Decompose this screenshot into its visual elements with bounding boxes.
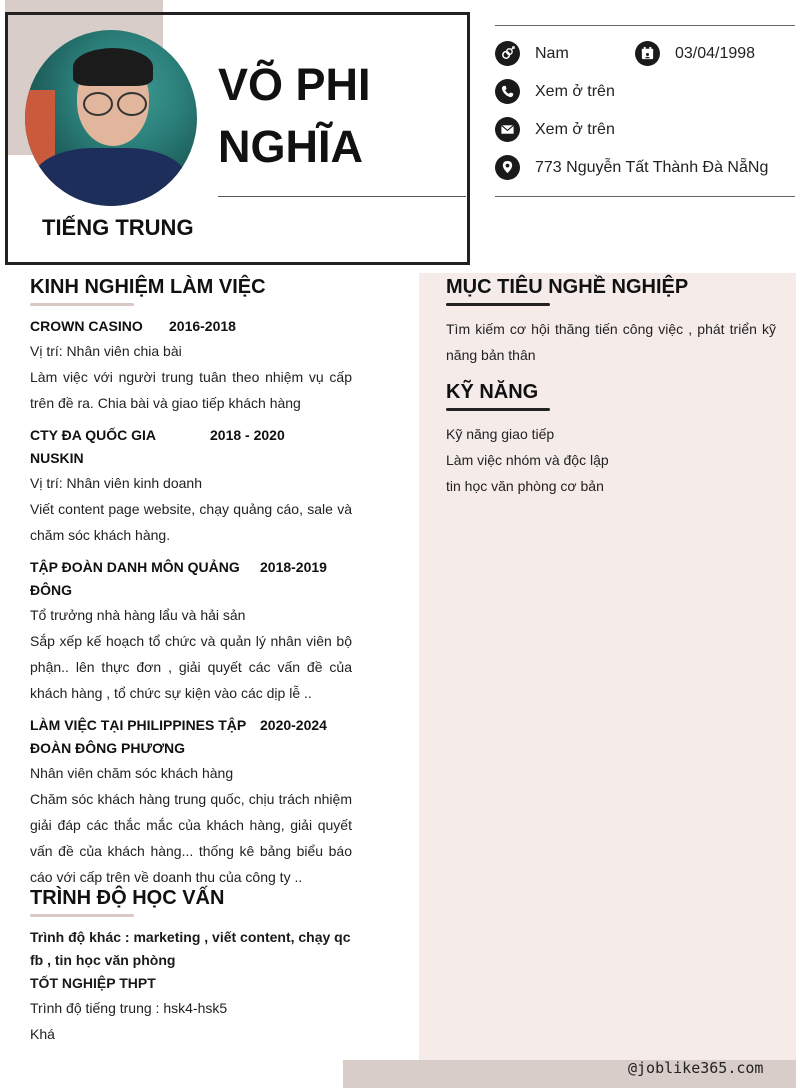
experience-list	[30, 315, 352, 898]
name-line-2: NGHĨA	[218, 121, 363, 172]
job-years: 2018-2019	[260, 559, 327, 575]
job-position: Nhân viên chăm sóc khách hàng	[30, 765, 234, 781]
education-grade: Khá	[30, 1026, 55, 1042]
experience-heading: KINH NGHIỆM LÀM VIỆC	[30, 276, 266, 298]
phone-icon	[495, 79, 520, 104]
contact-bottom-divider	[495, 196, 795, 197]
candidate-name	[218, 54, 371, 178]
gender-value: Nam	[535, 44, 569, 62]
education-heading: TRÌNH ĐỘ HỌC VẤN	[30, 887, 225, 909]
education-underline	[30, 914, 134, 917]
contact-phone	[495, 79, 615, 104]
objective-text: Tìm kiếm cơ hội thăng tiến công việc , phát triển kỹ năng bản thân	[446, 321, 776, 363]
skill-item: Kỹ năng giao tiếp	[446, 426, 555, 442]
job-position: Vị trí: Nhân viên chia bài	[30, 343, 182, 359]
job-company: LÀM VIỆC TẠI PHILIPPINES TẬP ĐOÀN ĐÔNG PHƯƠNG	[30, 717, 246, 756]
job-description: Viết content page website, chạy quảng cáo, sale và chăm sóc khách hàng.	[30, 501, 352, 543]
job-item	[30, 714, 352, 890]
skill-item: tin học văn phòng cơ bản	[446, 478, 604, 494]
location-icon	[495, 155, 520, 180]
job-years: 2020-2024	[260, 717, 327, 733]
skills-heading: KỸ NĂNG	[446, 381, 539, 403]
job-description: Làm việc với người trung tuân theo nhiệm vụ cấp trên đề ra. Chia bài và giao tiếp khách hàng	[30, 369, 352, 411]
email-value[interactable]: Xem ở trên	[535, 120, 615, 138]
job-years: 2016-2018	[169, 318, 236, 334]
phone-value[interactable]: Xem ở trên	[535, 82, 615, 100]
email-icon	[495, 117, 520, 142]
contact-gender	[495, 41, 569, 66]
skills-underline	[446, 408, 550, 411]
contact-top-divider	[495, 25, 795, 26]
job-years: 2018 - 2020	[210, 427, 285, 443]
job-item	[30, 315, 352, 416]
job-description: Chăm sóc khách hàng trung quốc, chịu trách nhiệm giải đáp các thắc mắc của khách hàng, giải quyết vấn đề của khách hàng... thống kê bảng biểu báo cáo với cấp trên về doanh thu của công ty ..	[30, 791, 352, 885]
job-position: Vị trí: Nhân viên kinh doanh	[30, 475, 202, 491]
name-divider	[218, 196, 466, 197]
job-position: Tổ trưởng nhà hàng lẩu và hải sản	[30, 607, 246, 623]
address-value: 773 Nguyễn Tất Thành Đà NẵNg	[535, 158, 769, 176]
job-company: TẬP ĐOÀN DANH MÔN QUẢNG ĐÔNG	[30, 559, 240, 598]
job-title: TIẾNG TRUNG	[42, 215, 194, 240]
objective-underline	[446, 303, 550, 306]
skills-list	[446, 421, 776, 499]
job-item	[30, 424, 352, 548]
education-degree: TỐT NGHIỆP THPT	[30, 975, 156, 991]
job-item	[30, 556, 352, 706]
birthdate-value: 03/04/1998	[675, 44, 756, 62]
education-other: Trình độ khác : marketing , viết content, chạy qc fb , tin học văn phòng	[30, 929, 351, 968]
gender-icon	[495, 41, 520, 66]
skill-item: Làm việc nhóm và độc lập	[446, 452, 609, 468]
objective-block	[446, 316, 776, 368]
objective-heading: MỤC TIÊU NGHỀ NGHIỆP	[446, 276, 689, 298]
job-description: Sắp xếp kế hoạch tổ chức và quản lý nhân viên bộ phận.. lên thực đơn , giải quyết các vấn đề của khách hàng , tổ chức sự kiện vào các dịp lễ ..	[30, 633, 352, 701]
contact-birthdate	[635, 41, 755, 66]
job-company: CROWN CASINO	[30, 318, 143, 334]
education-list	[30, 926, 352, 1047]
contact-address	[495, 155, 768, 180]
education-chinese-level: Trình độ tiếng trung : hsk4-hsk5	[30, 1000, 228, 1016]
profile-photo	[25, 30, 197, 206]
job-company: CTY ĐA QUỐC GIA NUSKIN	[30, 427, 156, 466]
experience-underline	[30, 303, 134, 306]
calendar-icon	[635, 41, 660, 66]
watermark: @joblike365.com	[628, 1059, 764, 1077]
name-line-1: VÕ PHI	[218, 59, 371, 110]
contact-email	[495, 117, 615, 142]
